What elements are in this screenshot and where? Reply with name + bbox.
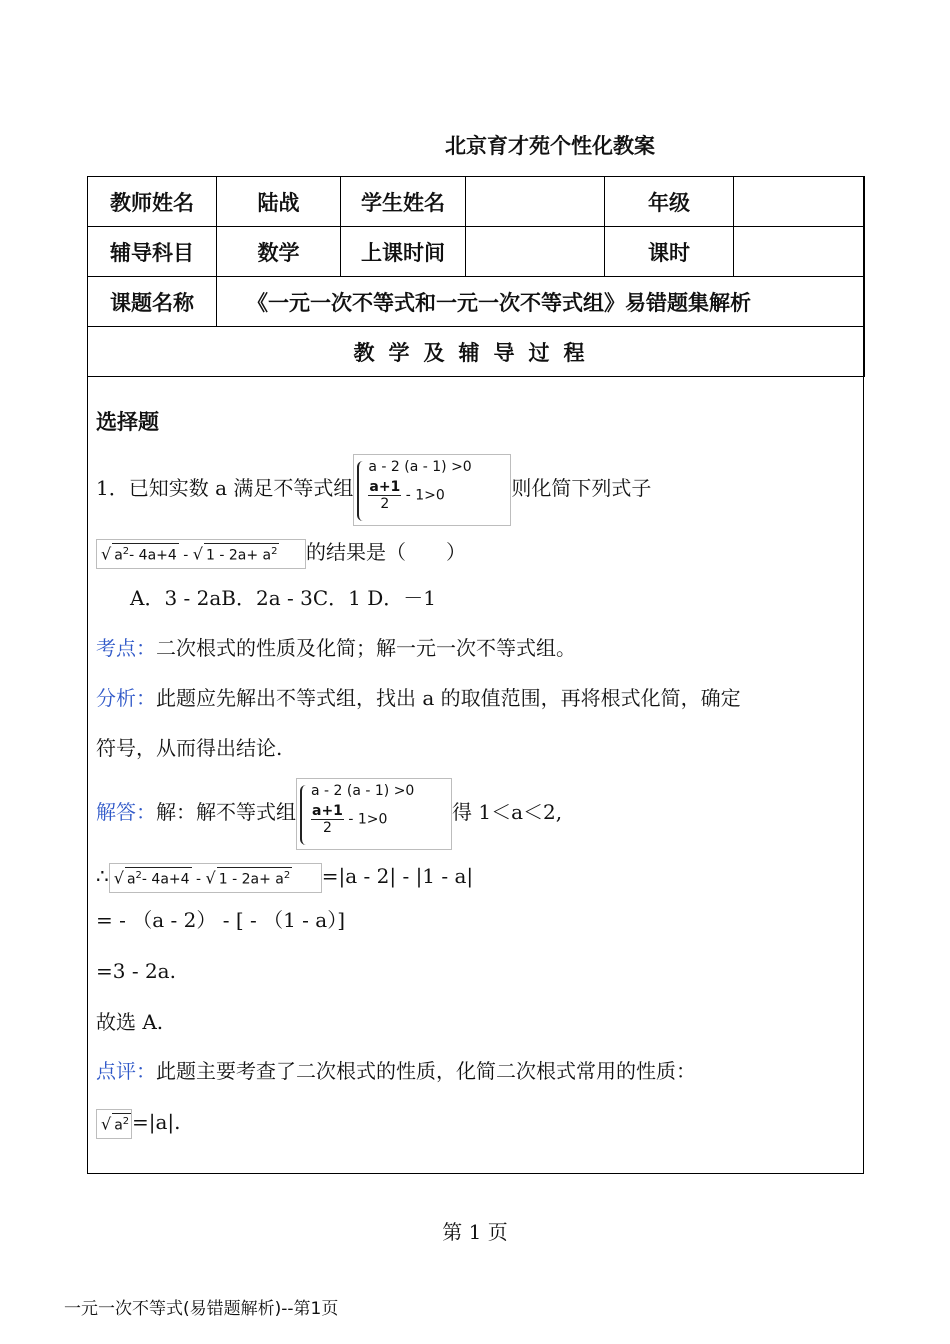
table-row (88, 277, 865, 327)
brace-icon (357, 461, 367, 521)
radical-a-squared-image: √ $a^2$ (96, 1109, 132, 1139)
kaodian (96, 632, 576, 664)
radical-expression-image: √ $a^2-$ 4a+4 - √ $1 - 2a+ a^2$ (96, 539, 306, 569)
process-header: 教学及辅导过程 (88, 327, 865, 377)
q1-prefix: 1．已知实数 a 满足不等式组 (96, 476, 354, 500)
system-fraction: $\frac{a+1}{2}$ (369, 478, 401, 512)
hours-label: 课时 (605, 227, 734, 277)
step-1-tail: =|a - 2| - |1 - a| (321, 864, 474, 888)
teacher-label: 教师姓名 (88, 177, 217, 227)
time-value[interactable] (466, 227, 605, 277)
subject-label: 辅导科目 (88, 227, 217, 277)
grade-value[interactable] (734, 177, 865, 227)
conclusion: 故选 A. (96, 1010, 164, 1034)
radical-expression-image: √ $a^2-$ 4a+4 - √ $1 - 2a+ a^2$ (109, 863, 322, 893)
jieda-label: 解答： (96, 800, 156, 824)
info-table (87, 176, 865, 377)
course-label: 课题名称 (88, 277, 217, 327)
question-1-expression (96, 532, 466, 572)
q1-suffix: 则化简下列式子 (511, 476, 652, 500)
time-label: 上课时间 (341, 227, 466, 277)
q1-tail: 的结果是（ ） (306, 540, 466, 564)
system-eq-2-tail: - 1>0 (405, 487, 445, 503)
student-value[interactable] (466, 177, 605, 227)
question-1 (96, 450, 651, 526)
solution-step-3: =3 - 2a. (96, 959, 176, 983)
dianping (96, 1055, 696, 1087)
dianping-label: 点评： (96, 1059, 156, 1083)
answer-options: A．3 - 2aB．2a - 3C．1 D．－1 (130, 586, 436, 610)
table-row (88, 327, 865, 377)
page-title: 北京育才苑个性化教案 (445, 134, 655, 158)
subject-value: 数学 (217, 227, 341, 277)
fenxi-text-1: 此题应先解出不等式组，找出 a 的取值范围，再将根式化简，确定 (156, 686, 741, 710)
table-row (88, 177, 865, 227)
property-formula (96, 1102, 181, 1142)
solution-step-1 (96, 856, 473, 896)
formula-tail: =|a|. (132, 1110, 181, 1134)
hours-value[interactable] (734, 227, 865, 277)
fenxi-text-2: 符号，从而得出结论. (96, 736, 283, 760)
kaodian-label: 考点： (96, 636, 156, 660)
dianping-text: 此题主要考查了二次根式的性质，化简二次根式常用的性质： (156, 1059, 696, 1083)
fenxi-label: 分析： (96, 686, 156, 710)
student-label: 学生姓名 (341, 177, 466, 227)
therefore-symbol: ∴ (96, 864, 109, 888)
inequality-system-image: a - 2 (a - 1) >0 $\frac{a+1}{2}$ - 1>0 (296, 778, 452, 850)
fenxi (96, 682, 741, 714)
page-number: 第 1 页 (442, 1220, 508, 1244)
footer-caption: 一元一次不等式(易错题解析)--第1页 (64, 1299, 339, 1319)
jieda-suffix: 得 1＜a＜2, (452, 800, 563, 824)
inequality-system-image (353, 454, 511, 526)
system-eq-1: a - 2 (a - 1) >0 (368, 458, 472, 475)
grade-label: 年级 (605, 177, 734, 227)
teacher-value: 陆战 (217, 177, 341, 227)
course-value: 《一元一次不等式和一元一次不等式组》易错题集解析 (217, 277, 865, 327)
jieda-prefix: 解：解不等式组 (156, 800, 296, 824)
kaodian-text: 二次根式的性质及化简；解一元一次不等式组。 (156, 636, 576, 660)
brace-icon (300, 785, 310, 845)
solution-step-2: = - （a - 2） - [ - （1 - a）] (96, 908, 346, 932)
table-row (88, 227, 865, 277)
jieda (96, 774, 562, 850)
section-heading: 选择题 (96, 410, 159, 434)
